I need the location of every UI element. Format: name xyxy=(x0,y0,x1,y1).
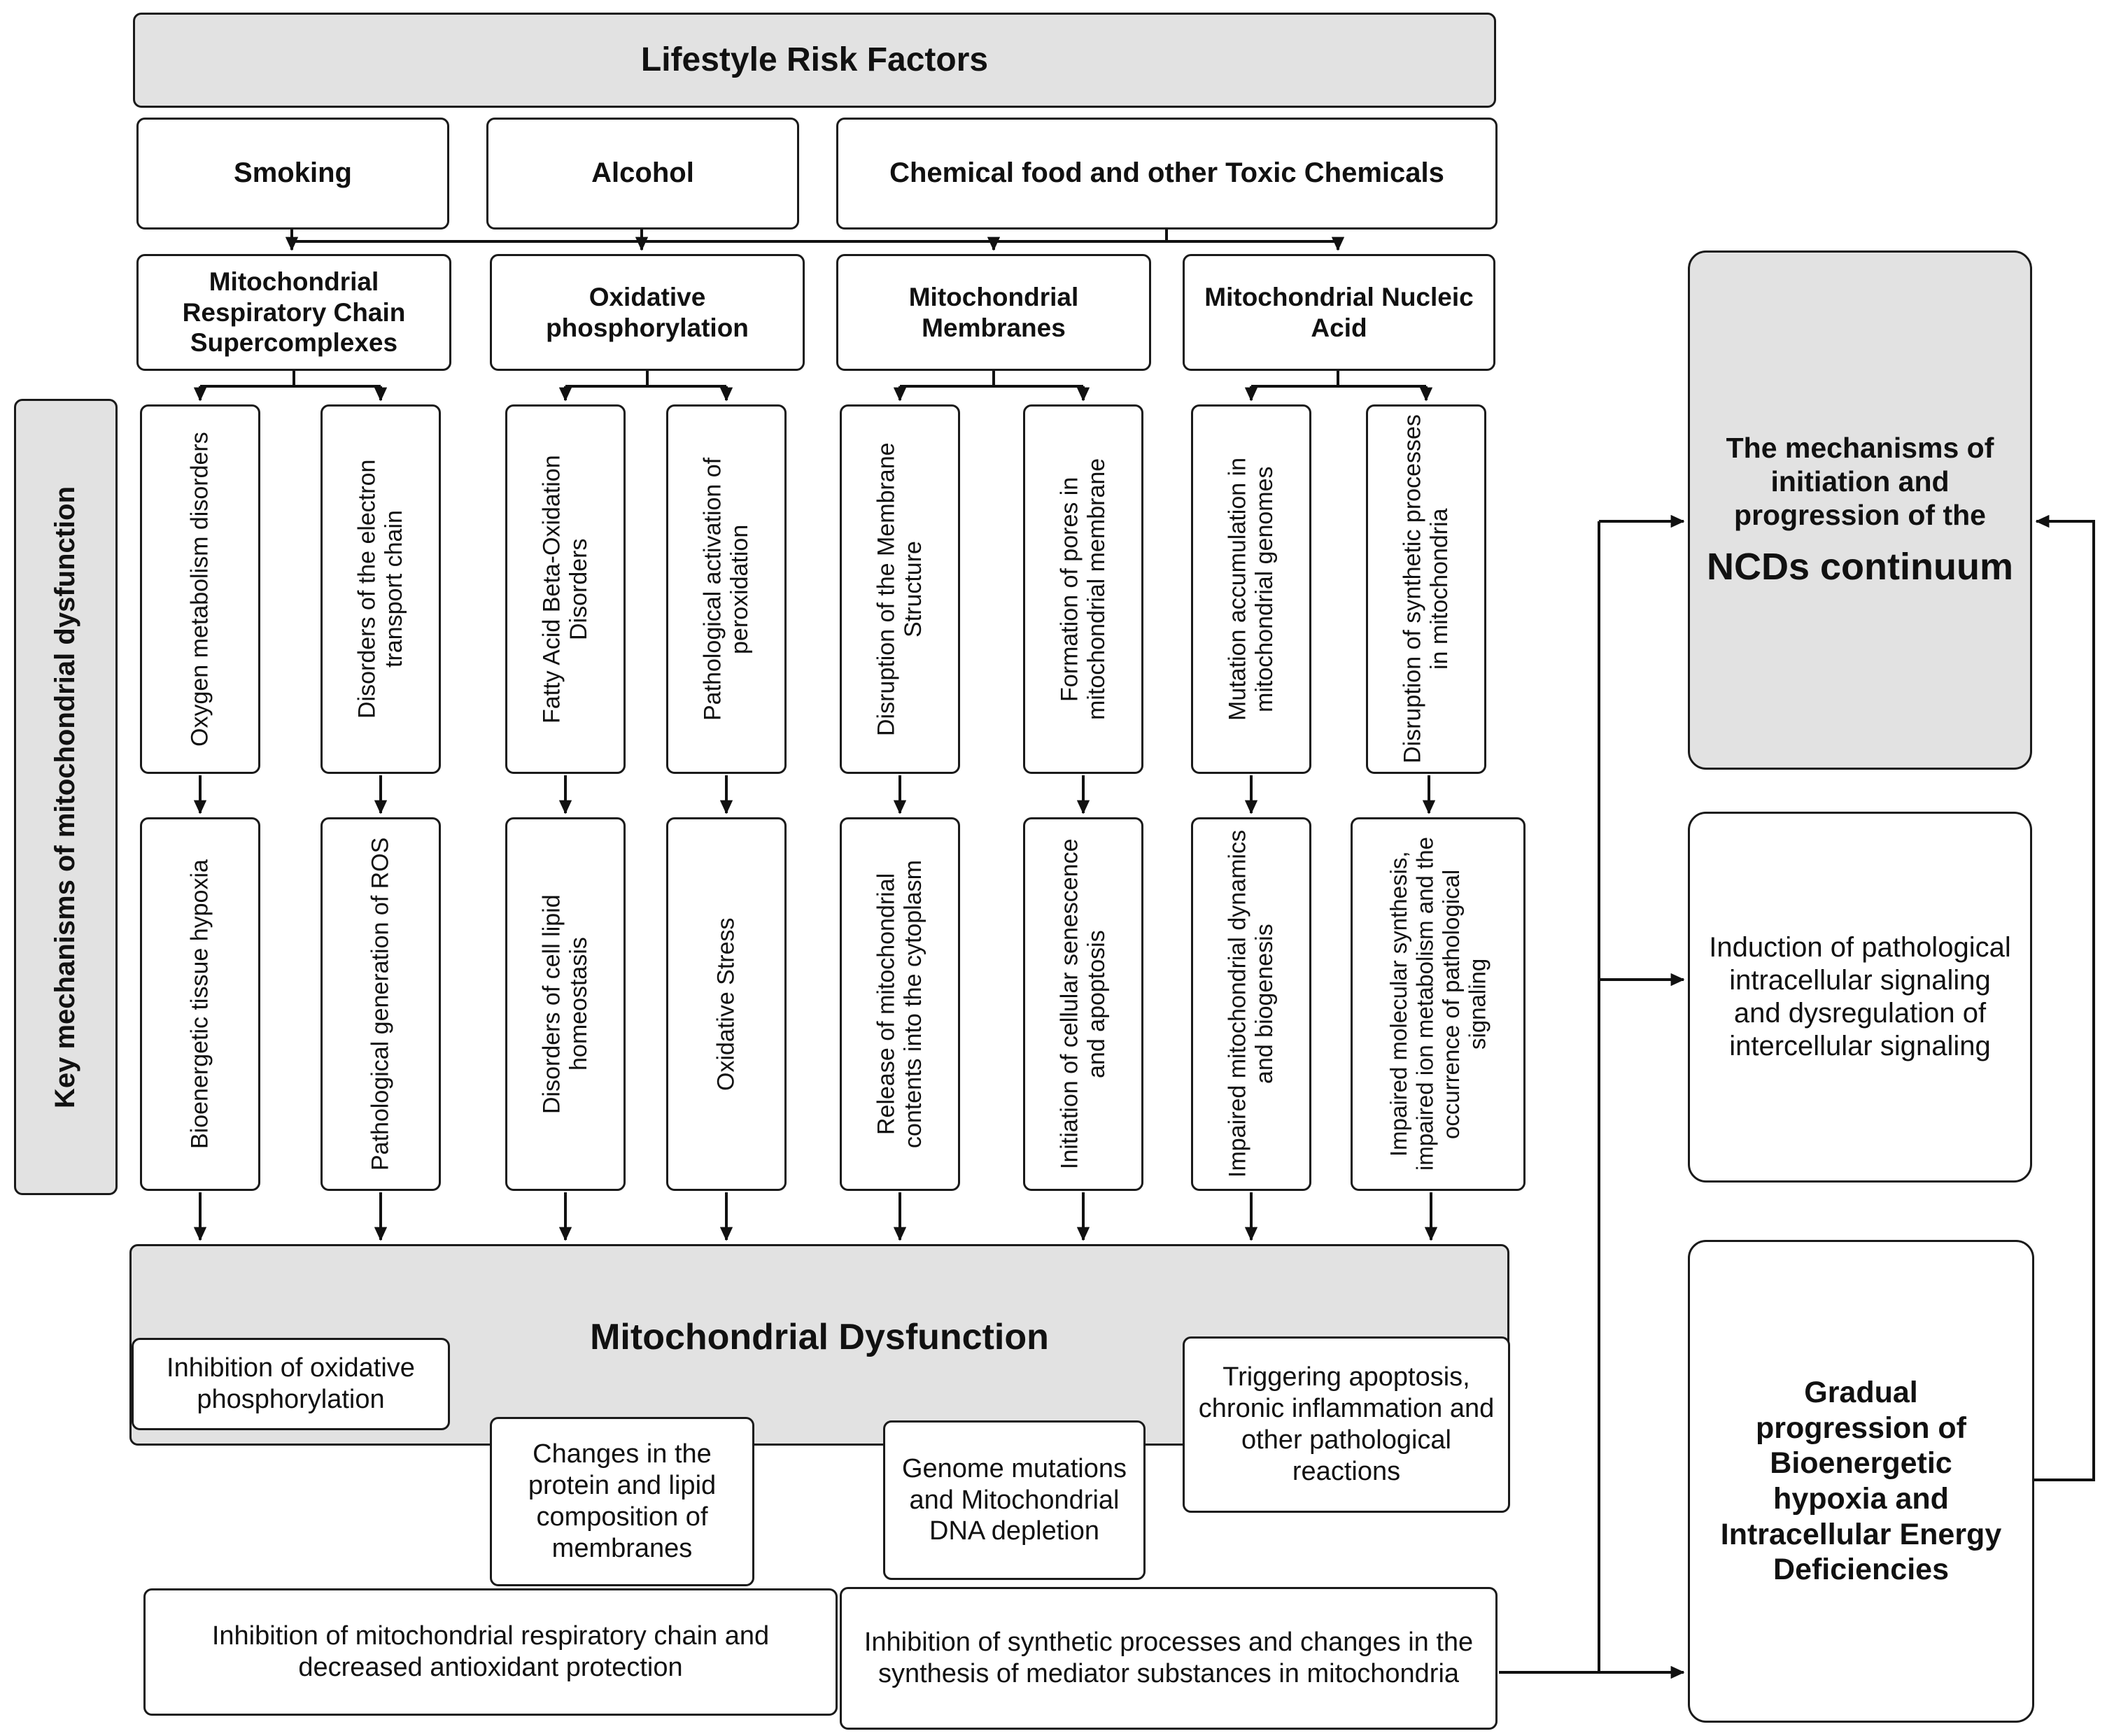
signaling-text: Induction of pathological intracellular signaling and dysregulation of intercellular signaling xyxy=(1709,931,2011,1062)
effect-contents-release xyxy=(840,817,960,1191)
cause-synthetic-processes xyxy=(1366,404,1486,774)
header-lifestyle-risk-factors xyxy=(133,13,1496,108)
category-respiratory-chain-label: Mitochondrial Respiratory Chain Supercomplexes xyxy=(182,267,406,358)
outcome-label: Inhibition of mitochondrial respiratory chain and decreased antioxidant protection xyxy=(211,1621,770,1682)
signaling-panel xyxy=(1688,812,2032,1183)
risk-chemical-food-label: Chemical food and other Toxic Chemicals xyxy=(889,157,1444,189)
outcome-genome-mutations xyxy=(883,1420,1146,1580)
effect-lipid-homeostasis xyxy=(505,817,626,1191)
effect-label: Initiation of cellular senescence and apoptosis xyxy=(1056,838,1110,1170)
outcome-respiratory-inhibition xyxy=(143,1588,838,1716)
category-oxidative-phosphorylation-label: Oxidative phosphorylation xyxy=(546,282,749,342)
cause-label: Disruption of synthetic processes in mitochondria xyxy=(1399,414,1453,764)
risk-smoking xyxy=(136,118,449,230)
cause-electron-transport xyxy=(320,404,441,774)
ncd-continuum-panel xyxy=(1688,250,2032,770)
outcome-membrane-composition xyxy=(490,1417,754,1586)
cause-label: Pathological activation of peroxidation xyxy=(699,457,753,721)
outcome-label: Inhibition of synthetic processes and changes in the synthesis of mediator substances in mitochondria xyxy=(864,1628,1474,1688)
cause-membrane-structure xyxy=(840,404,960,774)
effect-label: Impaired mitochondrial dynamics and biogenesis xyxy=(1224,830,1278,1178)
effect-senescence-apoptosis xyxy=(1023,817,1143,1191)
sidebar-key-mechanisms xyxy=(14,399,118,1195)
cause-label: Oxygen metabolism disorders xyxy=(186,432,213,747)
cause-label: Formation of pores in mitochondrial membrane xyxy=(1056,458,1110,721)
cause-oxygen-metabolism xyxy=(140,404,260,774)
wire-cat2 xyxy=(565,371,726,386)
progression-panel xyxy=(1688,1240,2034,1723)
category-respiratory-chain xyxy=(136,254,451,371)
effect-label: Bioenergetic tissue hypoxia xyxy=(186,859,213,1149)
risk-alcohol xyxy=(486,118,799,230)
effect-label: Release of mitochondrial contents into the cytoplasm xyxy=(873,860,926,1149)
outcome-label: Inhibition of oxidative phosphorylation xyxy=(167,1353,415,1414)
outcome-label: Changes in the protein and lipid composition of membranes xyxy=(528,1439,717,1563)
category-oxidative-phosphorylation xyxy=(490,254,805,371)
outcome-label: Genome mutations and Mitochondrial DNA depletion xyxy=(901,1453,1127,1546)
cause-mutation-accumulation xyxy=(1191,404,1311,774)
effect-impaired-synthesis xyxy=(1351,817,1525,1191)
risk-alcohol-label: Alcohol xyxy=(591,157,694,189)
effect-oxidative-stress xyxy=(666,817,787,1191)
effect-label: Disorders of cell lipid homeostasis xyxy=(538,894,592,1114)
dysfunction-title: Mitochondrial Dysfunction xyxy=(590,1317,1049,1357)
cause-label: Fatty Acid Beta-Oxidation Disorders xyxy=(538,455,592,724)
ncd-continuum-text: The mechanisms of initiation and progression of the xyxy=(1726,431,1994,532)
risk-smoking-label: Smoking xyxy=(234,157,352,189)
category-membranes xyxy=(836,254,1151,371)
cause-fatty-acid-oxidation xyxy=(505,404,626,774)
category-membranes-label: Mitochondrial Membranes xyxy=(908,282,1079,342)
sidebar-key-mechanisms-label: Key mechanisms of mitochondrial dysfunction xyxy=(50,486,81,1108)
outcome-mediator-synthesis xyxy=(840,1587,1498,1730)
effect-tissue-hypoxia xyxy=(140,817,260,1191)
category-nucleic-acid-label: Mitochondrial Nucleic Acid xyxy=(1204,282,1474,342)
wire-cat4 xyxy=(1251,371,1426,386)
outcome-inhibition-oxphos xyxy=(132,1338,450,1430)
effect-label: Pathological generation of ROS xyxy=(367,837,394,1171)
header-title: Lifestyle Risk Factors xyxy=(640,41,989,78)
cause-peroxidation xyxy=(666,404,787,774)
outcome-label: Triggering apoptosis, chronic inflammation and other pathological reactions xyxy=(1198,1362,1495,1486)
effect-dynamics-biogenesis xyxy=(1191,817,1311,1191)
wire-cat3 xyxy=(900,371,1083,386)
cause-label: Disruption of the Membrane Structure xyxy=(873,442,926,736)
outcome-apoptosis-inflammation xyxy=(1183,1336,1510,1513)
category-nucleic-acid xyxy=(1183,254,1495,371)
progression-text: Gradual progression of Bioenergetic hypoxia and Intracellular Energy Deficiencies xyxy=(1720,1375,2002,1587)
cause-pores-formation xyxy=(1023,404,1143,774)
effect-label: Oxidative Stress xyxy=(712,917,740,1091)
cause-label: Disorders of the electron transport chain xyxy=(353,459,407,719)
risk-chemical-food xyxy=(836,118,1498,230)
wire-cat1 xyxy=(200,371,381,386)
cause-label: Mutation accumulation in mitochondrial genomes xyxy=(1224,457,1278,721)
effect-label: Impaired molecular synthesis, impaired ion metabolism and the occurrence of pathological signaling xyxy=(1385,837,1491,1171)
arrow-progression-ncd xyxy=(2034,521,2094,1480)
effect-ros-generation xyxy=(320,817,441,1191)
ncd-continuum-title: NCDs continuum xyxy=(1707,545,2013,588)
